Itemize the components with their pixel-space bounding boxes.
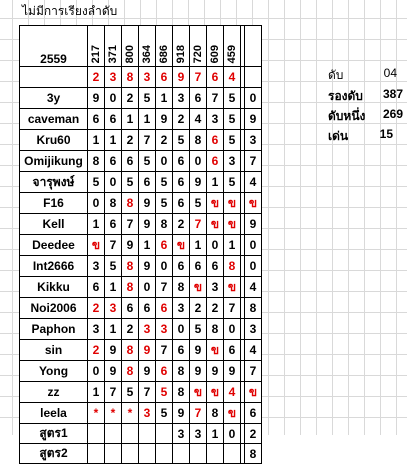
digit-cell[interactable]: ข xyxy=(224,403,241,424)
digit-cell[interactable] xyxy=(139,444,156,464)
digit-cell[interactable]: 5 xyxy=(190,193,207,214)
digit-cell[interactable]: 0 xyxy=(88,361,105,382)
digit-cell[interactable]: 8 xyxy=(105,193,122,214)
year-cell[interactable]: 2559 xyxy=(20,26,88,67)
digit-cell[interactable]: 1 xyxy=(207,424,224,444)
digit-cell[interactable]: 8 xyxy=(122,361,139,382)
digit-cell[interactable]: 0 xyxy=(88,193,105,214)
table-row xyxy=(20,382,262,403)
digit-cell[interactable]: 5 xyxy=(156,382,173,403)
digit-cell[interactable]: 2 xyxy=(122,88,139,109)
digit-cell[interactable]: 7 xyxy=(139,130,156,151)
summary-item[interactable] xyxy=(328,107,403,123)
digit-cell[interactable]: 9 xyxy=(207,361,224,382)
digit-cell[interactable]: 5 xyxy=(139,88,156,109)
digit-cell[interactable]: 0 xyxy=(224,424,241,444)
column-number: 217 xyxy=(90,44,102,63)
digit-cell[interactable]: ข xyxy=(224,214,241,235)
digit-cell[interactable] xyxy=(156,444,173,464)
digit-cell[interactable]: ข xyxy=(88,235,105,256)
digit-cell[interactable]: 6 xyxy=(139,172,156,193)
digit-cell[interactable]: 9 xyxy=(122,235,139,256)
digit-cell[interactable] xyxy=(224,444,241,464)
digit-cell[interactable]: 6 xyxy=(88,109,105,130)
digit-cell[interactable]: 2 xyxy=(88,340,105,361)
digit-cell[interactable]: 0 xyxy=(190,151,207,172)
player-name[interactable]: Yong xyxy=(20,361,88,382)
digit-cell[interactable]: 6 xyxy=(139,298,156,319)
player-name[interactable]: Noi2006 xyxy=(20,298,88,319)
digit-cell[interactable]: 9 xyxy=(139,361,156,382)
digit-cell[interactable]: 5 xyxy=(173,130,190,151)
digit-cell[interactable]: 5 xyxy=(122,382,139,403)
summary-value: 15 xyxy=(379,127,393,141)
table-row xyxy=(20,151,262,172)
digit-cell[interactable]: 9 xyxy=(139,214,156,235)
digit-cell[interactable]: 9 xyxy=(245,214,262,235)
player-name[interactable]: Deedee xyxy=(20,235,88,256)
summary-value: 04 xyxy=(383,66,397,80)
digit-cell[interactable]: 6 xyxy=(207,151,224,172)
digit-cell[interactable]: 6 xyxy=(105,214,122,235)
digit-cell[interactable] xyxy=(173,444,190,464)
header-row xyxy=(20,26,262,67)
digit-cell[interactable]: 6 xyxy=(156,235,173,256)
digit-cell[interactable]: ข xyxy=(245,193,262,214)
table-row xyxy=(20,88,262,109)
player-name[interactable]: Kell xyxy=(20,214,88,235)
table-row xyxy=(20,256,262,277)
table-row xyxy=(20,340,262,361)
digit-cell[interactable]: 5 xyxy=(224,172,241,193)
digit-cell[interactable]: 0 xyxy=(173,319,190,340)
digit-cell[interactable]: 8 xyxy=(122,193,139,214)
digit-cell[interactable]: 8 xyxy=(88,151,105,172)
player-name[interactable]: sin xyxy=(20,340,88,361)
digit-cell[interactable]: 6 xyxy=(173,340,190,361)
digit-cell[interactable]: 5 xyxy=(156,403,173,424)
result-cell[interactable]: 4 xyxy=(224,67,241,88)
digit-cell[interactable]: 8 xyxy=(173,382,190,403)
digit-cell[interactable]: 5 xyxy=(224,130,241,151)
column-header[interactable] xyxy=(190,26,207,67)
digit-cell[interactable]: ข xyxy=(190,382,207,403)
player-name[interactable]: Kru60 xyxy=(20,130,88,151)
digit-cell[interactable]: 3 xyxy=(139,319,156,340)
digit-cell[interactable]: 2 xyxy=(122,130,139,151)
digit-cell[interactable]: 1 xyxy=(207,172,224,193)
digit-cell[interactable]: 6 xyxy=(173,193,190,214)
digit-cell[interactable]: 1 xyxy=(139,109,156,130)
digit-cell[interactable]: 7 xyxy=(139,382,156,403)
column-header[interactable] xyxy=(105,26,122,67)
digit-cell[interactable] xyxy=(88,424,105,444)
table-row xyxy=(20,193,262,214)
digit-cell[interactable]: 8 xyxy=(173,361,190,382)
digit-cell[interactable]: 2 xyxy=(173,109,190,130)
digit-cell[interactable]: 1 xyxy=(88,382,105,403)
digit-cell[interactable]: 3 xyxy=(207,277,224,298)
result-cell[interactable]: 2 xyxy=(88,67,105,88)
digit-cell[interactable]: 8 xyxy=(245,298,262,319)
digit-cell[interactable]: 0 xyxy=(139,277,156,298)
digit-cell[interactable]: 7 xyxy=(245,361,262,382)
blank-cell[interactable] xyxy=(20,67,88,88)
player-name[interactable]: Paphon xyxy=(20,319,88,340)
summary-label: เด่น xyxy=(328,129,349,143)
digit-cell[interactable]: 7 xyxy=(122,214,139,235)
digit-cell[interactable]: 7 xyxy=(190,403,207,424)
digit-cell[interactable]: 7 xyxy=(245,151,262,172)
digit-cell[interactable]: 5 xyxy=(88,172,105,193)
summary-value: 269 xyxy=(382,107,403,121)
digit-cell[interactable]: 6 xyxy=(156,298,173,319)
digit-cell[interactable] xyxy=(207,444,224,464)
digit-cell[interactable]: ข xyxy=(190,277,207,298)
player-name[interactable]: สูตร1 xyxy=(20,424,88,444)
digit-cell[interactable]: 2 xyxy=(245,424,262,444)
digit-cell[interactable] xyxy=(190,444,207,464)
table-row xyxy=(20,361,262,382)
digit-cell[interactable]: 0 xyxy=(105,88,122,109)
summary-item[interactable] xyxy=(328,127,403,143)
digit-cell[interactable]: 1 xyxy=(88,130,105,151)
result-cell[interactable]: 6 xyxy=(156,67,173,88)
digit-cell[interactable]: 6 xyxy=(105,109,122,130)
digit-cell[interactable]: 3 xyxy=(88,256,105,277)
digit-cell[interactable]: 1 xyxy=(224,235,241,256)
player-name[interactable]: caveman xyxy=(20,109,88,130)
digit-cell[interactable]: 5 xyxy=(224,88,241,109)
digit-cell[interactable]: 6 xyxy=(190,88,207,109)
digit-cell[interactable]: 0 xyxy=(245,256,262,277)
digit-cell[interactable]: 5 xyxy=(156,172,173,193)
digit-cell[interactable]: 3 xyxy=(245,130,262,151)
column-number: 371 xyxy=(107,44,119,63)
summary-item[interactable] xyxy=(328,66,403,82)
player-name[interactable]: zz xyxy=(20,382,88,403)
digit-cell[interactable] xyxy=(122,444,139,464)
digit-cell[interactable]: 8 xyxy=(156,214,173,235)
digit-cell[interactable]: 4 xyxy=(190,109,207,130)
digit-cell[interactable]: 0 xyxy=(245,235,262,256)
digit-cell[interactable]: 1 xyxy=(139,235,156,256)
digit-cell[interactable]: 6 xyxy=(173,172,190,193)
digit-cell[interactable]: 6 xyxy=(122,298,139,319)
blank-cell[interactable] xyxy=(245,67,262,88)
digit-cell[interactable]: 9 xyxy=(139,256,156,277)
result-row xyxy=(20,67,262,88)
table-row xyxy=(20,319,262,340)
digit-cell[interactable]: 7 xyxy=(207,88,224,109)
digit-cell[interactable]: 9 xyxy=(190,340,207,361)
digit-cell[interactable]: 1 xyxy=(88,214,105,235)
digit-cell[interactable]: 0 xyxy=(245,88,262,109)
player-name[interactable]: Kikku xyxy=(20,277,88,298)
digit-cell[interactable]: 8 xyxy=(190,130,207,151)
digit-cell[interactable]: 2 xyxy=(190,298,207,319)
digit-cell[interactable]: 0 xyxy=(156,151,173,172)
digit-cell[interactable]: 8 xyxy=(122,277,139,298)
result-cell[interactable]: 3 xyxy=(105,67,122,88)
summary-label: ดับหนึ่ง xyxy=(328,109,366,123)
table-row xyxy=(20,277,262,298)
digit-cell[interactable]: * xyxy=(88,403,105,424)
digit-cell[interactable]: 6 xyxy=(173,151,190,172)
digit-cell[interactable] xyxy=(139,424,156,444)
column-number: 364 xyxy=(141,44,153,63)
result-cell[interactable]: 6 xyxy=(207,67,224,88)
digit-cell[interactable]: 6 xyxy=(105,151,122,172)
digit-cell[interactable]: 6 xyxy=(122,151,139,172)
digit-cell[interactable]: 4 xyxy=(245,172,262,193)
digit-cell[interactable]: 3 xyxy=(88,319,105,340)
digit-cell[interactable]: ข xyxy=(224,193,241,214)
digit-cell[interactable]: 1 xyxy=(105,277,122,298)
digit-cell[interactable]: 3 xyxy=(139,403,156,424)
column-header[interactable] xyxy=(122,26,139,67)
player-name[interactable]: Omijikung xyxy=(20,151,88,172)
digit-cell[interactable]: 3 xyxy=(224,151,241,172)
digit-cell[interactable] xyxy=(105,424,122,444)
table-row xyxy=(20,214,262,235)
digit-cell[interactable]: 9 xyxy=(156,109,173,130)
column-number: 459 xyxy=(226,44,238,63)
digit-cell[interactable]: ข xyxy=(207,193,224,214)
column-header[interactable] xyxy=(224,26,241,67)
digit-cell[interactable]: 0 xyxy=(224,319,241,340)
digit-cell[interactable]: 7 xyxy=(105,235,122,256)
player-name[interactable]: Int2666 xyxy=(20,256,88,277)
digit-cell[interactable]: 5 xyxy=(105,256,122,277)
table-row xyxy=(20,403,262,424)
digit-cell[interactable]: 8 xyxy=(173,277,190,298)
column-number: 800 xyxy=(124,44,136,63)
table-row xyxy=(20,109,262,130)
column-number: 609 xyxy=(209,44,221,63)
digit-cell[interactable]: 8 xyxy=(207,403,224,424)
digit-cell[interactable]: ข xyxy=(173,235,190,256)
digit-cell[interactable]: * xyxy=(105,403,122,424)
digit-cell[interactable]: 5 xyxy=(122,172,139,193)
digit-cell[interactable]: 9 xyxy=(245,109,262,130)
summary-label: ดับ xyxy=(328,68,344,82)
digit-cell[interactable]: 9 xyxy=(139,340,156,361)
digit-cell[interactable]: 3 xyxy=(105,298,122,319)
digit-cell[interactable]: ข xyxy=(207,340,224,361)
column-header[interactable] xyxy=(156,26,173,67)
column-header[interactable] xyxy=(173,26,190,67)
player-name[interactable]: 3y xyxy=(20,88,88,109)
column-header[interactable] xyxy=(139,26,156,67)
digit-cell[interactable]: 7 xyxy=(156,340,173,361)
digit-cell[interactable]: 9 xyxy=(190,172,207,193)
digit-cell[interactable]: 8 xyxy=(122,340,139,361)
result-cell[interactable]: 3 xyxy=(139,67,156,88)
digit-cell[interactable]: 6 xyxy=(245,403,262,424)
digit-cell[interactable]: 5 xyxy=(156,193,173,214)
digit-cell[interactable]: 0 xyxy=(207,235,224,256)
digit-cell[interactable]: 3 xyxy=(245,319,262,340)
digit-cell[interactable]: 6 xyxy=(88,277,105,298)
digit-cell[interactable]: 4 xyxy=(245,340,262,361)
digit-cell[interactable]: 7 xyxy=(156,277,173,298)
digit-cell[interactable]: 2 xyxy=(122,319,139,340)
lottery-table xyxy=(19,25,262,464)
digit-cell[interactable]: 0 xyxy=(156,256,173,277)
digit-cell[interactable]: 8 xyxy=(224,256,241,277)
digit-cell[interactable]: 6 xyxy=(173,256,190,277)
digit-cell[interactable]: 8 xyxy=(122,256,139,277)
digit-cell[interactable]: 9 xyxy=(88,88,105,109)
summary-item[interactable] xyxy=(328,87,403,103)
digit-cell[interactable]: 9 xyxy=(190,361,207,382)
digit-cell[interactable] xyxy=(105,444,122,464)
digit-cell[interactable]: 2 xyxy=(88,298,105,319)
player-name[interactable]: สูตร2 xyxy=(20,444,88,464)
result-cell[interactable]: 9 xyxy=(173,67,190,88)
player-name[interactable]: leela xyxy=(20,403,88,424)
digit-cell[interactable] xyxy=(122,424,139,444)
digit-cell[interactable]: 2 xyxy=(207,298,224,319)
digit-cell[interactable]: 3 xyxy=(207,109,224,130)
digit-cell[interactable]: 9 xyxy=(105,361,122,382)
result-cell[interactable]: 7 xyxy=(190,67,207,88)
table-row xyxy=(20,235,262,256)
digit-cell[interactable]: 6 xyxy=(156,361,173,382)
digit-cell[interactable] xyxy=(156,424,173,444)
result-cell[interactable]: 8 xyxy=(122,67,139,88)
digit-cell[interactable]: 0 xyxy=(105,172,122,193)
column-header[interactable] xyxy=(88,26,105,67)
table-row xyxy=(20,172,262,193)
digit-cell[interactable]: 7 xyxy=(224,298,241,319)
summary-value: 387 xyxy=(382,87,403,101)
column-header[interactable] xyxy=(207,26,224,67)
digit-cell[interactable]: 8 xyxy=(207,319,224,340)
digit-cell[interactable]: 1 xyxy=(105,319,122,340)
digit-cell[interactable]: 2 xyxy=(173,214,190,235)
digit-cell[interactable]: 3 xyxy=(173,298,190,319)
column-number: 918 xyxy=(175,44,187,63)
digit-cell[interactable]: ข xyxy=(207,214,224,235)
player-name[interactable]: F16 xyxy=(20,193,88,214)
digit-cell[interactable] xyxy=(88,444,105,464)
digit-cell[interactable]: 8 xyxy=(245,444,262,464)
digit-cell[interactable]: 6 xyxy=(224,340,241,361)
digit-cell[interactable]: 5 xyxy=(190,319,207,340)
digit-cell[interactable]: 4 xyxy=(224,382,241,403)
digit-cell[interactable]: 3 xyxy=(156,319,173,340)
column-number: 720 xyxy=(192,44,204,63)
digit-cell[interactable]: 7 xyxy=(105,382,122,403)
digit-cell[interactable]: 4 xyxy=(245,277,262,298)
sheet-title: ไม่มีการเรียงลำดับ xyxy=(22,4,118,18)
digit-cell[interactable]: ข xyxy=(224,277,241,298)
digit-cell[interactable]: 9 xyxy=(173,403,190,424)
table-row xyxy=(20,444,262,464)
digit-cell[interactable]: 1 xyxy=(190,235,207,256)
digit-cell[interactable]: 9 xyxy=(139,193,156,214)
digit-cell[interactable]: 6 xyxy=(190,256,207,277)
digit-cell[interactable]: ข xyxy=(245,382,262,403)
digit-cell[interactable]: ข xyxy=(207,382,224,403)
player-name[interactable]: จารุพงษ์ xyxy=(20,172,88,193)
digit-cell[interactable]: 5 xyxy=(139,151,156,172)
digit-cell[interactable]: * xyxy=(122,403,139,424)
digit-cell[interactable]: 2 xyxy=(156,130,173,151)
blank-cell[interactable] xyxy=(245,26,262,67)
digit-cell[interactable]: 3 xyxy=(173,88,190,109)
digit-cell[interactable]: 1 xyxy=(122,109,139,130)
digit-cell[interactable]: 6 xyxy=(207,256,224,277)
digit-cell[interactable]: 6 xyxy=(207,130,224,151)
digit-cell[interactable]: 1 xyxy=(156,88,173,109)
summary-label: รองดับ xyxy=(328,89,363,103)
table-row xyxy=(20,424,262,444)
digit-cell[interactable]: 9 xyxy=(224,361,241,382)
digit-cell[interactable]: 5 xyxy=(224,109,241,130)
digit-cell[interactable]: 3 xyxy=(190,424,207,444)
digit-cell[interactable]: 1 xyxy=(105,130,122,151)
table-row xyxy=(20,130,262,151)
column-number: 686 xyxy=(158,44,170,63)
digit-cell[interactable]: 3 xyxy=(173,424,190,444)
digit-cell[interactable]: 7 xyxy=(190,214,207,235)
table-row xyxy=(20,298,262,319)
digit-cell[interactable]: 9 xyxy=(105,340,122,361)
